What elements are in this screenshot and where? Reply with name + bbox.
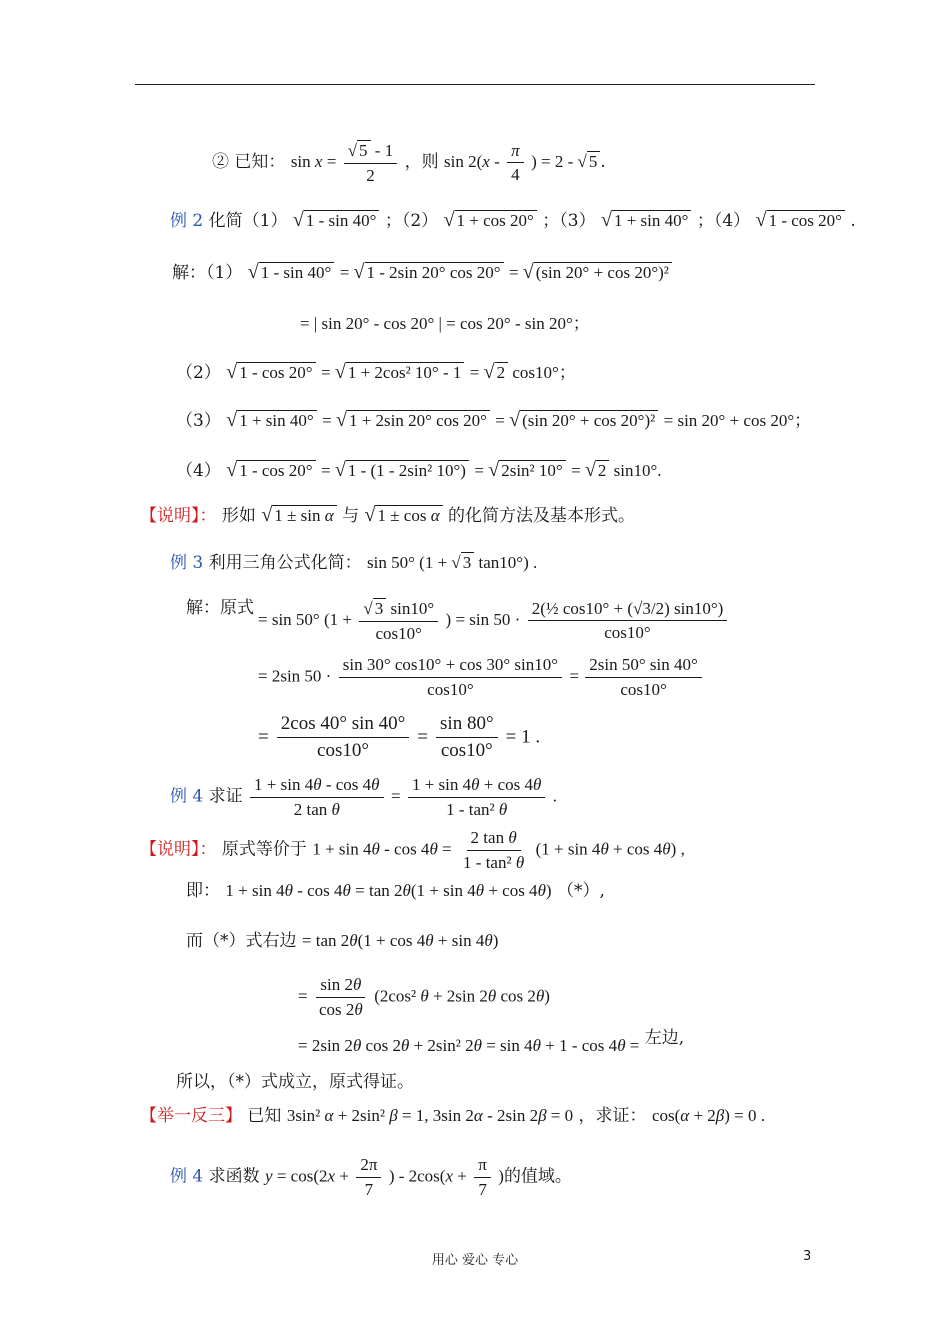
example-label: 例 4 [170, 786, 204, 807]
example-3-step-2: = 2sin 50 · $\frac{\sin 30^\circ \cos 10^\circ + \cos 30^\circ \sin 10^\circ}{\cos 10^\circ}$ = $\frac{2\sin 50^\circ \sin 40^\circ}{\cos 10^\circ}$ [258, 655, 704, 699]
example-label: 例 4 [170, 1166, 204, 1187]
solution-3: （3） √ 1 + sin 40° = √ 1 + 2sin 20° cos 20° = √ (sin 20° + cos 20°)² = sin 20° + cos 20°； [176, 409, 812, 431]
given-label: ② 已知： [212, 152, 286, 173]
note-1: 【说明】： 形如 √ 1 ± sin α 与 √ 1 ± cos α 的化简方法及基本形式。 [140, 504, 636, 526]
example-3-solution-label: 解：原式 [186, 598, 254, 618]
line-er: 而（*）式右边 = tan 2θ(1 + cos 4θ + sin 4θ) [186, 931, 499, 951]
line-er-3: = 2sin 2θ cos 2θ + 2sin² 2θ = sin 4θ + 1 - cos 4θ = 左边, [298, 1028, 685, 1055]
header-rule [135, 84, 815, 85]
solution-2: （2） √ 1 - cos 20° = √ 1 + 2cos² 10° - 1 = √ 2 cos10°； [176, 361, 576, 383]
line-conclusion: 所以，（*）式成立，原式得证。 [176, 1072, 414, 1092]
example-4: 例 4 求证 $\frac{1 + \sin 4\theta - \cos 4\theta}{\text{2 tan θ}}$ = $\frac{1 + \sin 4\theta + \cos 4\theta}{\text{1 - tan² θ}}$ . [170, 775, 557, 819]
line-given: ② 已知： sin x = $\frac{√ 5 - 1}{2}$ ，则 sin 2(x - $\frac{\pi}{4}$ ) = 2 - √ 5 . [212, 140, 606, 185]
solution-4: （4） √ 1 - cos 20° = √ 1 - (1 - 2sin² 10°) = √ 2sin² 10° = √ 2 sin10°. [176, 459, 662, 481]
note-tag: 【说明】： [140, 506, 217, 526]
page-number: 3 [803, 1249, 812, 1264]
solution-1-cont: = | sin 20° - cos 20° | = cos 20° - sin 20°； [300, 314, 590, 333]
line-er-2: = $\frac{\sin 2\theta}{\cos 2\theta}$ (2cos² θ + 2sin 2θ cos 2θ) [298, 975, 550, 1019]
example-label: 例 3 [170, 553, 204, 573]
example-label: 例 2 [170, 211, 204, 231]
example-5: 例 4 求函数 y = cos(2x + $\frac{2\pi}{7}$ ) - 2cos(x + $\frac{\pi}{7}$ )的值域。 [170, 1155, 572, 1199]
line-ji: 即： 1 + sin 4θ - cos 4θ = tan 2θ(1 + sin 4θ + cos 4θ) （*）, [186, 881, 605, 901]
page-footer: 用心 爱心 专心 [431, 1253, 519, 1268]
note-tag: 【说明】： [140, 839, 217, 860]
line-practice: 【举一反三】 已知 3sin² α + 2sin² β = 1, 3sin 2α - 2sin 2β = 0 ，求证： cos(α + 2β) = 0 . [140, 1106, 766, 1126]
example-2: 例 2 化简（1） √ 1 - sin 40° ；（2） √ 1 + cos 20° ；（3） √ 1 + sin 40° ；（4） √ 1 - cos 20° . [170, 209, 856, 231]
example-3-step-1: = sin 50° (1 + $\frac{√ 3 \sin 10^\circ}{\cos 10^\circ}$ ) = sin 50 · $\frac{\text{2(½ cos10° + (√3/2) sin10°)}}{\cos 10^\circ}$ [258, 598, 729, 643]
practice-tag: 【举一反三】 [140, 1106, 242, 1126]
example-3-step-3: = $\frac{2\cos 40^\circ \sin 40^\circ}{\cos 10^\circ}$ = $\frac{\sin 80^\circ}{\cos 10^\circ}$ = 1 . [258, 713, 541, 761]
note-2: 【说明】： 原式等价于 1 + sin 4θ - cos 4θ = $\frac{\text{2 tan θ}}{\text{1 - tan² θ}}$ (1 + sin 4θ + cos 4θ) , [140, 828, 685, 872]
solution-1: 解：（1） √ 1 - sin 40° = √ 1 - 2sin 20° cos 20° = √ (sin 20° + cos 20°)² [172, 262, 672, 283]
example-3: 例 3 利用三角公式化简： sin 50° (1 + √ 3 tan10°) . [170, 553, 538, 573]
